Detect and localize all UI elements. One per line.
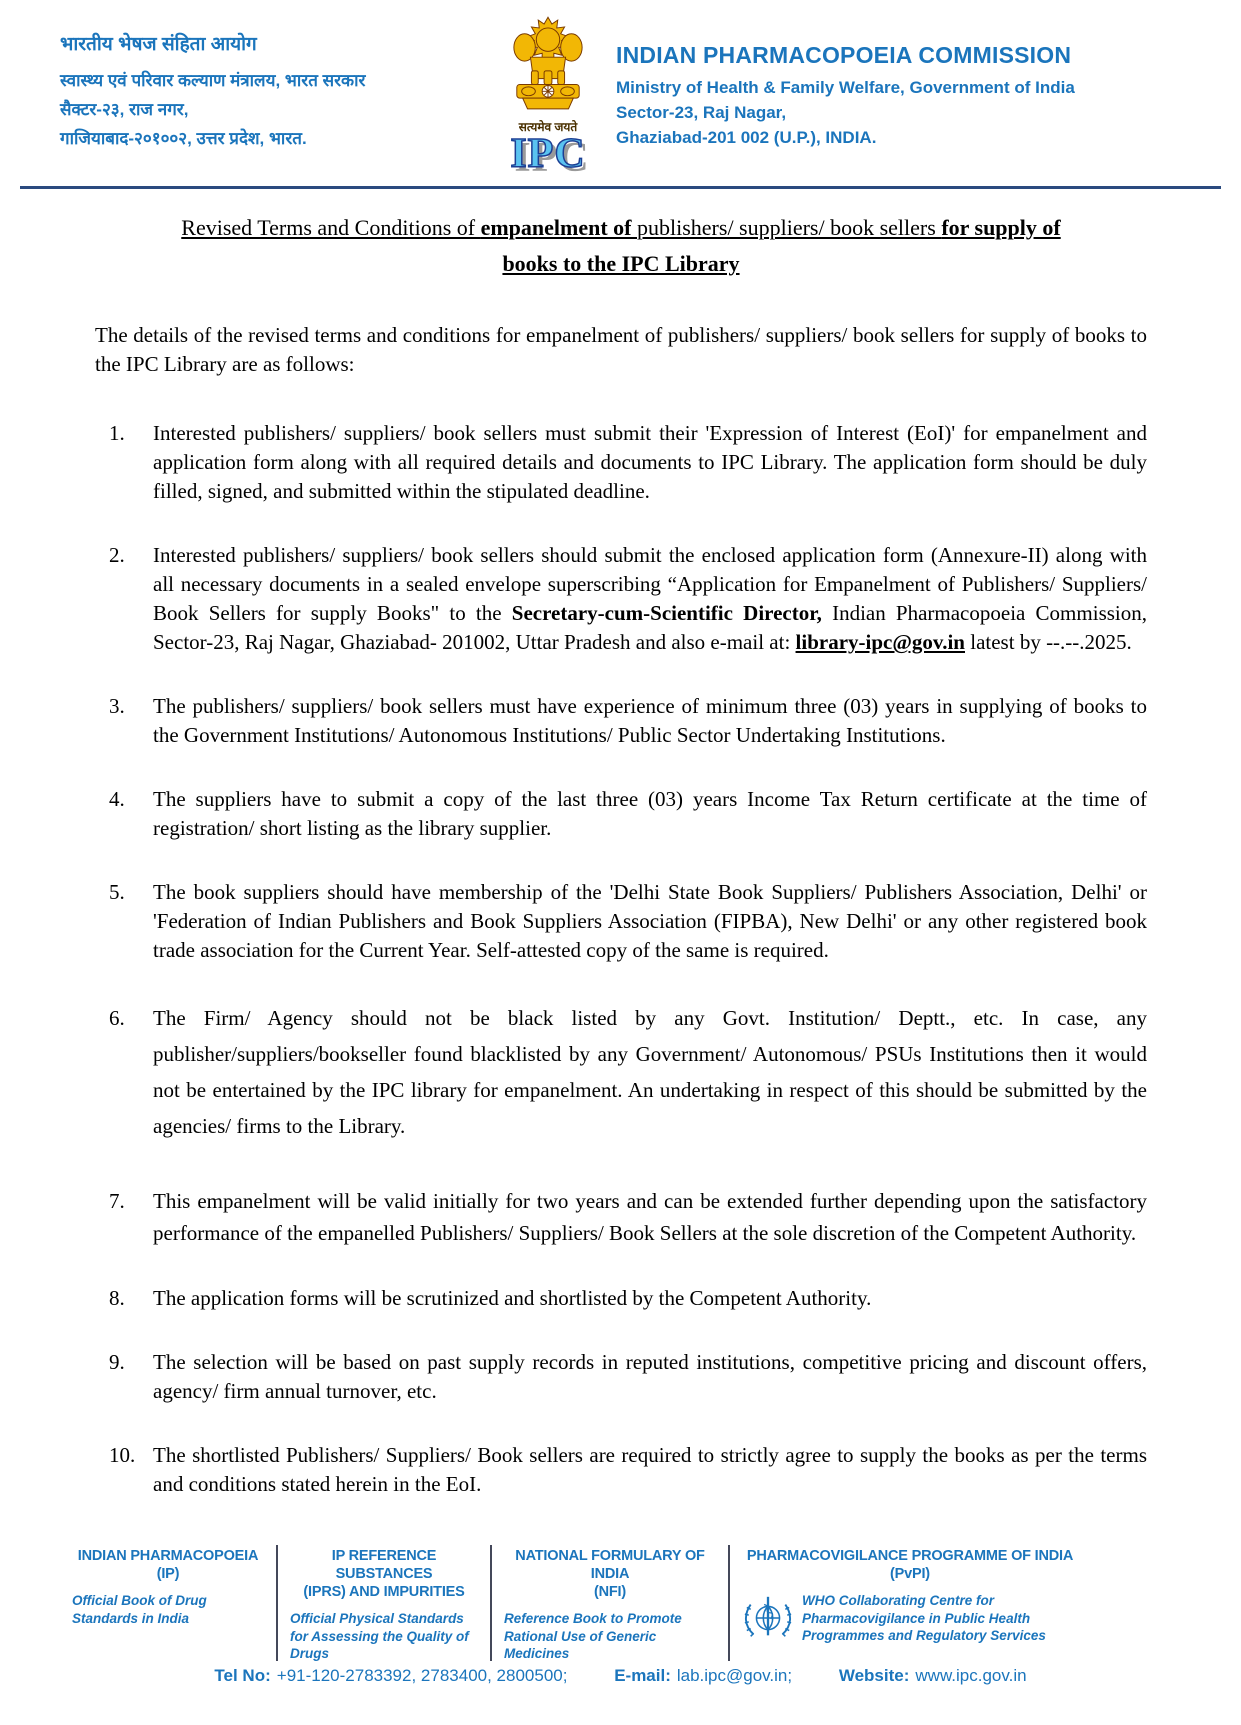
title-line-2: books to the IPC Library <box>502 251 740 277</box>
footer-programme-column <box>732 1543 1088 1663</box>
term-item <box>109 419 1147 506</box>
term-text: This empanelment will be valid initially for two years and can be extended further depending upon the satisfactory performance of the empanelled Publishers/ Suppliers/ Book Sellers at the sole discretion of the Competent Authority. <box>153 1189 1147 1245</box>
address-hindi-1: सैक्टर-२३, राज नगर, <box>60 100 189 119</box>
address-line-1: Sector-23, Raj Nagar, <box>616 103 787 122</box>
email-label: E-mail: <box>614 1666 671 1685</box>
term-text: The book suppliers should have membership of the 'Delhi State Book Suppliers/ Publishers Association, Delhi' or 'Federation of Indian Publishers and Book Suppliers Association (FIPBA), New Delhi' or any other registered book trade association for the Current Year. Self-attested copy of the same is required. <box>153 880 1147 962</box>
header-divider <box>20 186 1221 189</box>
programme-title: IP REFERENCE SUBSTANCES (IPRS) AND IMPURITIES <box>303 1548 465 1601</box>
email-link[interactable]: library-ipc@gov.in <box>795 630 965 655</box>
footer-column-divider <box>276 1545 278 1661</box>
footer-programme-column <box>62 1543 274 1663</box>
term-number: 9. <box>109 1350 125 1375</box>
email-value: lab.ipc@gov.in; <box>676 1666 793 1685</box>
term-text: Interested publishers/ suppliers/ book sellers should submit the enclosed application form (Annexure-II) along with all necessary documents in a sealed envelope superscribing “Application for Empanelment of Publishers/ Suppliers/ Book Sellers for supply Books" to the <box>153 543 1147 626</box>
programme-description: WHO Collaborating Centre for Pharmacovigilance in Public Health Programmes and Regulatory Services <box>802 1593 1046 1644</box>
footer-column-divider <box>728 1545 730 1661</box>
term-text: The shortlisted Publishers/ Suppliers/ Book sellers are required to strictly agree to supply the books as per the terms and conditions stated herein in the EoI. <box>153 1443 1147 1497</box>
tel-value: +91-120-2783392, 2783400, 2800500; <box>276 1666 568 1685</box>
term-number: 10. <box>109 1443 136 1468</box>
footer-programme-column <box>280 1543 488 1663</box>
intro-paragraph: The details of the revised terms and conditions for empanelment of publishers/ suppliers/ book sellers for supply of books to the IPC Library are as follows: <box>95 322 1147 376</box>
term-item <box>109 1186 1147 1249</box>
header-hindi-block <box>60 30 365 155</box>
national-emblem-icon <box>509 16 587 112</box>
term-number: 6. <box>109 1005 125 1030</box>
org-name-hindi: भारतीय भेषज संहिता आयोग <box>60 34 257 55</box>
title-part-4: for supply of <box>941 215 1061 240</box>
term-text: Secretary-cum-Scientific Director, <box>511 601 822 626</box>
term-item <box>109 541 1147 657</box>
programme-description: Official Physical Standards for Assessing the Quality of Drugs <box>290 1611 469 1662</box>
ipc-wordmark: IPC <box>510 131 586 177</box>
term-number: 1. <box>109 421 125 446</box>
term-item <box>109 1284 1147 1313</box>
address-hindi-2: गाजियाबाद-२०१००२, उत्तर प्रदेश, भारत. <box>60 129 307 148</box>
term-text: The Firm/ Agency should not be black listed by any Govt. Institution/ Deptt., etc. In case, any publisher/suppliers/bookseller found blacklisted by any Government/ Autonomous/ PSUs Institutions then it would not be entertained by the IPC library for empanelment. An undertaking in respect of this should be submitted by the agencies/ firms to the Library. <box>153 1005 1147 1139</box>
term-number: 3. <box>109 694 125 719</box>
term-text: The suppliers have to submit a copy of the last three (03) years Income Tax Return certificate at the time of registration/ short listing as the library supplier. <box>153 787 1147 841</box>
title-part-2: empanelment of <box>480 215 637 240</box>
term-number: 2. <box>109 543 125 568</box>
term-item <box>109 692 1147 750</box>
header-english-block <box>616 42 1075 153</box>
footer-column-divider <box>490 1545 492 1661</box>
term-text: The application forms will be scrutinized and shortlisted by the Competent Authority. <box>153 1286 872 1311</box>
ministry-hindi: स्वास्थ्य एवं परिवार कल्याण मंत्रालय, भारत सरकार <box>60 71 366 90</box>
term-number: 8. <box>109 1286 125 1311</box>
footer-programme-column <box>494 1543 726 1663</box>
programme-title: PHARMACOVIGILANCE PROGRAMME OF INDIA (PvPI) <box>746 1548 1074 1583</box>
title-part-1: Revised Terms and Conditions of <box>181 215 481 240</box>
document-body <box>95 196 1147 1534</box>
term-item <box>109 1000 1147 1144</box>
title-part-3: publishers/ suppliers/ book sellers <box>637 215 942 240</box>
programme-title: NATIONAL FORMULARY OF INDIA (NFI) <box>515 1548 705 1601</box>
footer-programmes <box>62 1543 1179 1663</box>
term-text: The publishers/ suppliers/ book sellers must have experience of minimum three (03) years in supplying of books to the Government Institutions/ Autonomous Institutions/ Public Sector Undertaking Institutions. <box>153 694 1147 748</box>
contact-line <box>0 1666 1241 1686</box>
term-number: 5. <box>109 880 125 905</box>
term-number: 7. <box>109 1189 125 1214</box>
programme-title: INDIAN PHARMACOPOEIA (IP) <box>77 1548 259 1583</box>
term-item <box>109 785 1147 843</box>
tel-label: Tel No: <box>214 1666 271 1685</box>
term-text: Indian Pharmacopoeia Commission, Sector-23, Raj Nagar, Ghaziabad- 201002, Uttar Pradesh and also e-mail at: <box>153 601 1147 655</box>
address-line-2: Ghaziabad-201 002 (U.P.), INDIA. <box>616 128 877 147</box>
website-label: Website: <box>838 1666 910 1685</box>
programme-description: Official Book of Drug Standards in India <box>72 1593 207 1626</box>
term-item <box>109 1348 1147 1406</box>
page-title <box>95 196 1147 283</box>
term-number: 4. <box>109 787 125 812</box>
motto-text: सत्यमेव जयते <box>518 120 578 134</box>
website-value: www.ipc.gov.in <box>915 1666 1027 1685</box>
who-logo-icon <box>742 1592 794 1644</box>
terms-list <box>109 419 1147 1499</box>
ipc-logo <box>498 16 598 175</box>
term-item <box>109 1441 1147 1499</box>
ministry-line: Ministry of Health & Family Welfare, Government of India <box>616 78 1075 97</box>
term-text: The selection will be based on past supply records in reputed institutions, competitive pricing and discount offers, agency/ firm annual turnover, etc. <box>153 1350 1147 1404</box>
term-item <box>109 878 1147 965</box>
term-text: latest by --.--.2025. <box>965 630 1132 655</box>
org-name: INDIAN PHARMACOPOEIA COMMISSION <box>616 42 1072 68</box>
programme-description: Reference Book to Promote Rational Use of Generic Medicines <box>504 1611 682 1662</box>
term-text: Interested publishers/ suppliers/ book sellers must submit their 'Expression of Interest (EoI)' for empanelment and application form along with all required details and documents to IPC Library. The application form should be duly filled, signed, and submitted within the stipulated deadline. <box>153 421 1147 504</box>
